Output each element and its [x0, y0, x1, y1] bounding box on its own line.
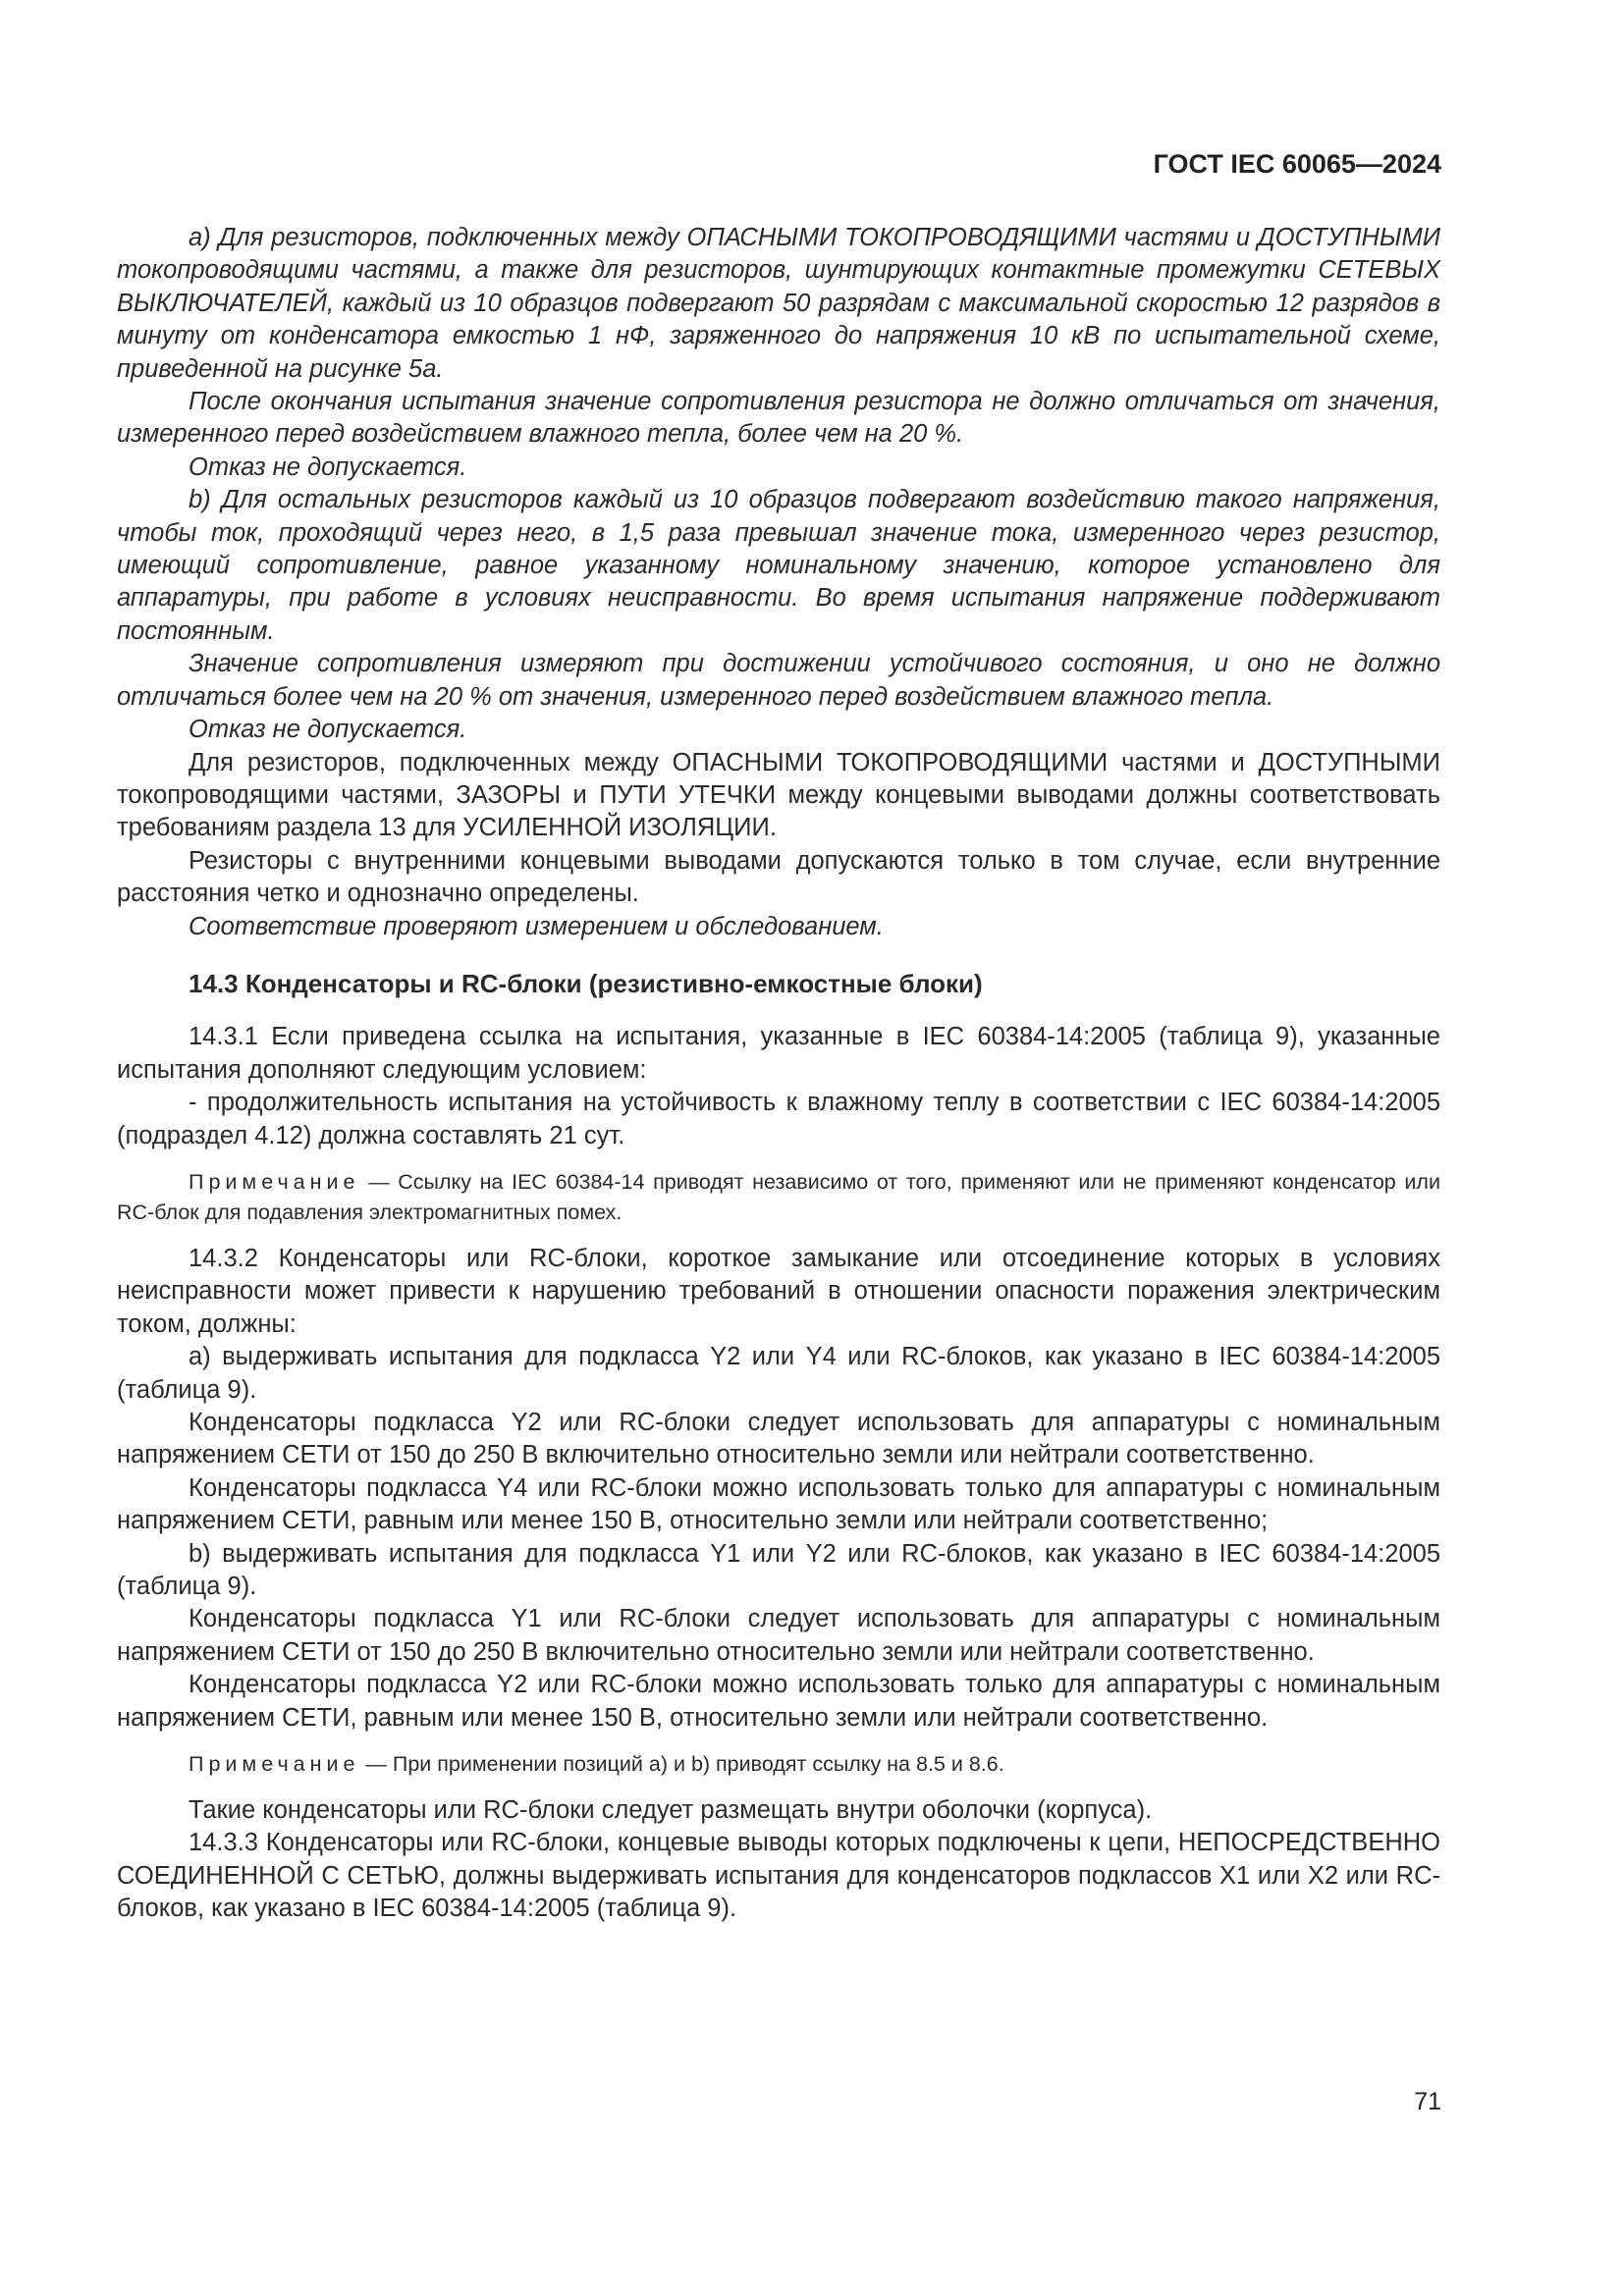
- paragraph-no-failure: Отказ не допускается.: [189, 716, 467, 744]
- section-title-14-3: 14.3 Конденсаторы и RC-блоки (резистивно-емкостные блоки): [189, 968, 983, 998]
- paragraph-item-b: b) выдерживать испытания для подкласса Y1 или Y2 или RC-блоков, как указано в IEC 60384-14:2005 (таблица 9).: [117, 1539, 1440, 1601]
- paragraph-internal-terminals: Резисторы с внутренними концевыми выводами допускаются только в том случае, если внутренние расстояния четко и однозначно определены.: [117, 846, 1440, 908]
- paragraph-y2-usage: Конденсаторы подкласса Y2 или RC-блоки следует использовать для аппаратуры с номинальным напряжением СЕТИ от 150 до 250 В включительно относительно земли или нейтрали соответственно.: [117, 1409, 1440, 1469]
- note-label: Примечание: [189, 1752, 360, 1777]
- paragraph-14-3-1: 14.3.1 Если приведена ссылка на испытания, указанные в IEC 60384-14:2005 (таблица 9), указанные испытания дополняют следующим условием:: [117, 1023, 1440, 1084]
- paragraph-y4-usage: Конденсаторы подкласса Y4 или RC-блоки можно использовать только для аппаратуры с номинальным напряжением СЕТИ, равным или менее 150 В, относительно земли или нейтрали соответственно;: [117, 1473, 1440, 1535]
- paragraph-no-failure: Отказ не допускается.: [189, 453, 467, 481]
- paragraph-y2-low-voltage: Конденсаторы подкласса Y2 или RC-блоки можно использовать только для аппаратуры с номинальным напряжением СЕТИ, равным или менее 150 В, относительно земли или нейтрали соответственно.: [117, 1671, 1440, 1732]
- paragraph-clearances: Для резисторов, подключенных между ОПАСНЫМИ ТОКОПРОВОДЯЩИМИ частями и ДОСТУПНЫМИ токопроводящими частями, ЗАЗОРЫ и ПУТИ УТЕЧКИ между концевыми выводами должны соответствовать требованиям раздела 13 для УСИЛЕННОЙ ИЗОЛЯЦИИ.: [117, 748, 1440, 842]
- paragraph-humidity-duration: - продолжительность испытания на устойчивость к влажному теплу в соответствии с IEC 60384-14:2005 (подраздел 4.12) должна составлять 21 сут.: [117, 1089, 1440, 1149]
- note-1: [117, 1167, 1440, 1228]
- paragraph-14-3-3: 14.3.3 Конденсаторы или RC-блоки, концевые выводы которых подключены к цепи, НЕПОСРЕДСТВЕННО СОЕДИНЕННОЙ С СЕТЬЮ, должны выдерживать испытания для конденсаторов подклассов X1 или X2 или RC-блоков, как указано в IEC 60384-14:2005 (таблица 9).: [117, 1829, 1440, 1923]
- paragraph-y1-usage: Конденсаторы подкласса Y1 или RC-блоки следует использовать для аппаратуры с номинальным напряжением СЕТИ от 150 до 250 В включительно относительно земли или нейтрали соответственно.: [117, 1605, 1440, 1666]
- note-label: Примечание: [189, 1169, 360, 1194]
- paragraph-14-3-2: 14.3.2 Конденсаторы или RC-блоки, короткое замыкание или отсоединение которых в условиях неисправности может привести к нарушению требований в отношении опасности поражения электрическим током, должны:: [117, 1244, 1440, 1338]
- paragraph-item-a: a) выдерживать испытания для подкласса Y2 или Y4 или RC-блоков, как указано в IEC 60384-14:2005 (таблица 9).: [117, 1343, 1440, 1404]
- note-text: — Ссылку на IEC 60384-14 приводят независимо от того, применяют или не применяют конденсатор или RC-блок для подавления электромагнитных помех.: [117, 1169, 1440, 1224]
- paragraph-resistance-measurement: Значение сопротивления измеряют при достижении устойчивого состояния, и оно не должно отличаться более чем на 20 % от значения, измеренного перед воздействием влажного тепла.: [117, 650, 1440, 711]
- paragraph-resistors-b: b) Для остальных резисторов каждый из 10 образцов подвергают воздействию такого напряжения, чтобы ток, проходящий через него, в 1,5 раза превышал значение тока, измеренного через резистор, имеющий сопротивление, равное указанному номинальному значению, которое установлено для аппаратуры, при работе в условиях неисправности. Во время испытания напряжение поддерживают постоянным.: [117, 486, 1440, 645]
- document-body: [117, 222, 1440, 1926]
- note-2: [117, 1749, 1440, 1780]
- note-text: — При применении позиций a) и b) приводят ссылку на 8.5 и 8.6.: [359, 1752, 1004, 1777]
- paragraph-compliance: Соответствие проверяют измерением и обследованием.: [189, 912, 884, 940]
- page-number: 71: [1414, 2088, 1441, 2115]
- document-id-header: ГОСТ IEC 60065—2024: [1153, 149, 1441, 179]
- paragraph-resistors-a: a) Для резисторов, подключенных между ОПАСНЫМИ ТОКОПРОВОДЯЩИМИ частями и ДОСТУПНЫМИ токопроводящими частями, а также для резисторов, шунтирующих контактные промежутки СЕТЕВЫХ ВЫКЛЮЧАТЕЛЕЙ, каждый из 10 образцов подвергают 50 разрядам с максимальной скоростью 12 разрядов в минуту от конденсатора емкостью 1 нФ, заряженного до напряжения 10 кВ по испытательной схеме, приведенной на рисунке 5а.: [117, 224, 1440, 383]
- paragraph-resistance-after-test: После окончания испытания значение сопротивления резистора не должно отличаться от значения, измеренного перед воздействием влажного тепла, более чем на 20 %.: [117, 388, 1440, 449]
- paragraph-placement: Такие конденсаторы или RC-блоки следует размещать внутри оболочки (корпуса).: [189, 1796, 1153, 1825]
